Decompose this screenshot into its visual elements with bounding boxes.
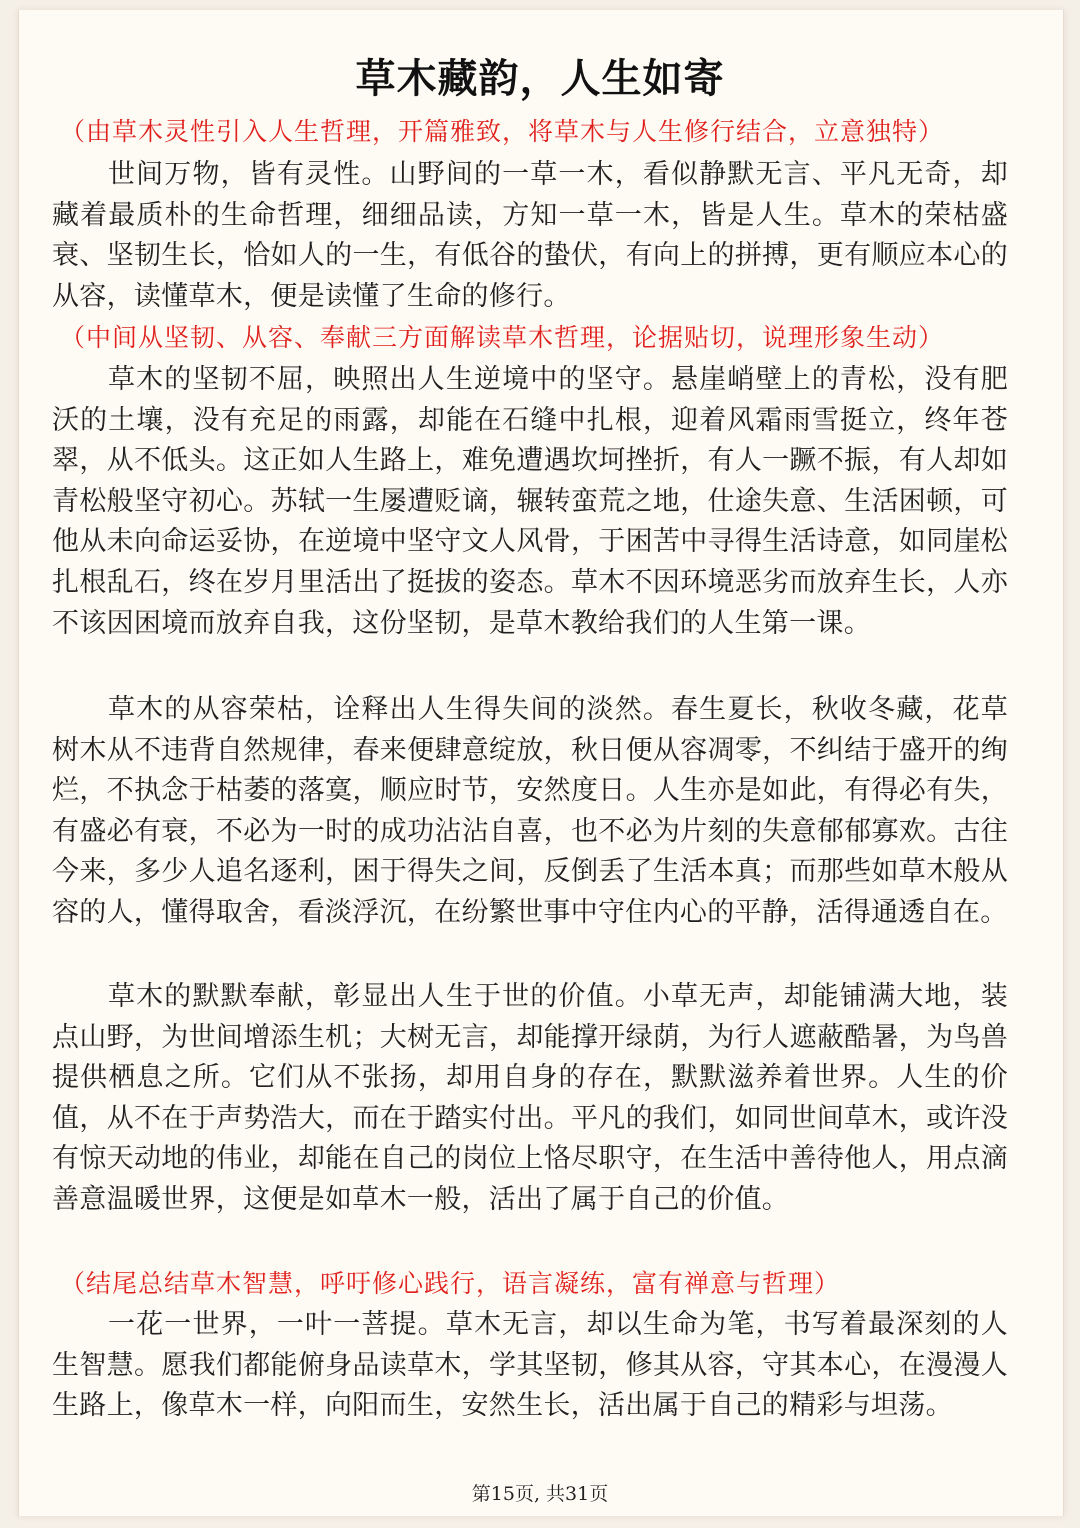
paragraph-intro: 世间万物，皆有灵性。山野间的一草一木，看似静默无言、平凡无奇，却藏着最质朴的生命哲理，细细品读，方知一草一木，皆是人生。草木的荣枯盛衰、坚韧生长，恰如人的一生，有低谷的蛰伏，有向上的拼搏，更有顺应本心的从容，读懂草木，便是读懂了生命的修行。 <box>52 159 1008 312</box>
page-number: 第15页, 共31页 <box>471 1483 609 1505</box>
paragraph-conclusion: 一花一世界，一叶一菩提。草木无言，却以生命为笔，书写着最深刻的人生智慧。愿我们都能俯身品读草木，学其坚韧，修其从容，守其本心，在漫漫人生路上，像草木一样，向阳而生，安然生长，活出属于自己的精彩与坦荡。 <box>52 1309 1008 1422</box>
paragraph-resilience: 草木的坚韧不屈，映照出人生逆境中的坚守。悬崖峭壁上的青松，没有肥沃的土壤，没有充足的雨露，却能在石缝中扎根，迎着风霜雨雪挺立，终年苍翠，从不低头。这正如人生路上，难免遭遇坎坷挫折，有人一蹶不振，有人却如青松般坚守初心。苏轼一生屡遭贬谪，辗转蛮荒之地，仕途失意、生活困顿，可他从未向命运妥协，在逆境中坚守文人风骨，于困苦中寻得生活诗意，如同崖松扎根乱石，终在岁月里活出了挺拔的姿态。草木不因环境恶劣而放弃生长，人亦不该因困境而放弃自我，这份坚韧，是草木教给我们的人生第一课。 <box>52 364 1008 639</box>
essay-title: 草木藏韵，人生如寄 <box>355 55 725 102</box>
annotation-body: （中间从坚韧、从容、奉献三方面解读草木哲理，论据贴切，说理形象生动） <box>60 323 945 352</box>
annotation-conclusion: （结尾总结草木智慧，呼吁修心践行，语言凝练，富有禅意与哲理） <box>60 1269 841 1298</box>
paragraph-dedication: 草木的默默奉献，彰显出人生于世的价值。小草无声，却能铺满大地，装点山野，为世间增添生机；大树无言，却能撑开绿荫，为行人遮蔽酷暑，为鸟兽提供栖息之所。它们从不张扬，却用自身的存在，默默滋养着世界。人生的价值，从不在于声势浩大，而在于踏实付出。平凡的我们，如同世间草木，或许没有惊天动地的伟业，却能在自己的岗位上恪尽职守，在生活中善待他人，用点滴善意温暖世界，这便是如草木一般，活出了属于自己的价值。 <box>52 981 1008 1215</box>
paragraph-composure: 草木的从容荣枯，诠释出人生得失间的淡然。春生夏长，秋收冬藏，花草树木从不违背自然规律，春来便肆意绽放，秋日便从容凋零，不纠结于盛开的绚烂，不执念于枯萎的落寞，顺应时节，安然度日。人生亦是如此，有得必有失，有盛必有衰，不必为一时的成功沾沾自喜，也不必为片刻的失意郁郁寡欢。古往今来，多少人追名逐利，困于得失之间，反倒丢了生活本真；而那些如草木般从容的人，懂得取舍，看淡浮沉，在纷繁世事中守住内心的平静，活得通透自在。 <box>52 694 1008 928</box>
annotation-intro: （由草木灵性引入人生哲理，开篇雅致，将草木与人生修行结合，立意独特） <box>60 117 945 146</box>
